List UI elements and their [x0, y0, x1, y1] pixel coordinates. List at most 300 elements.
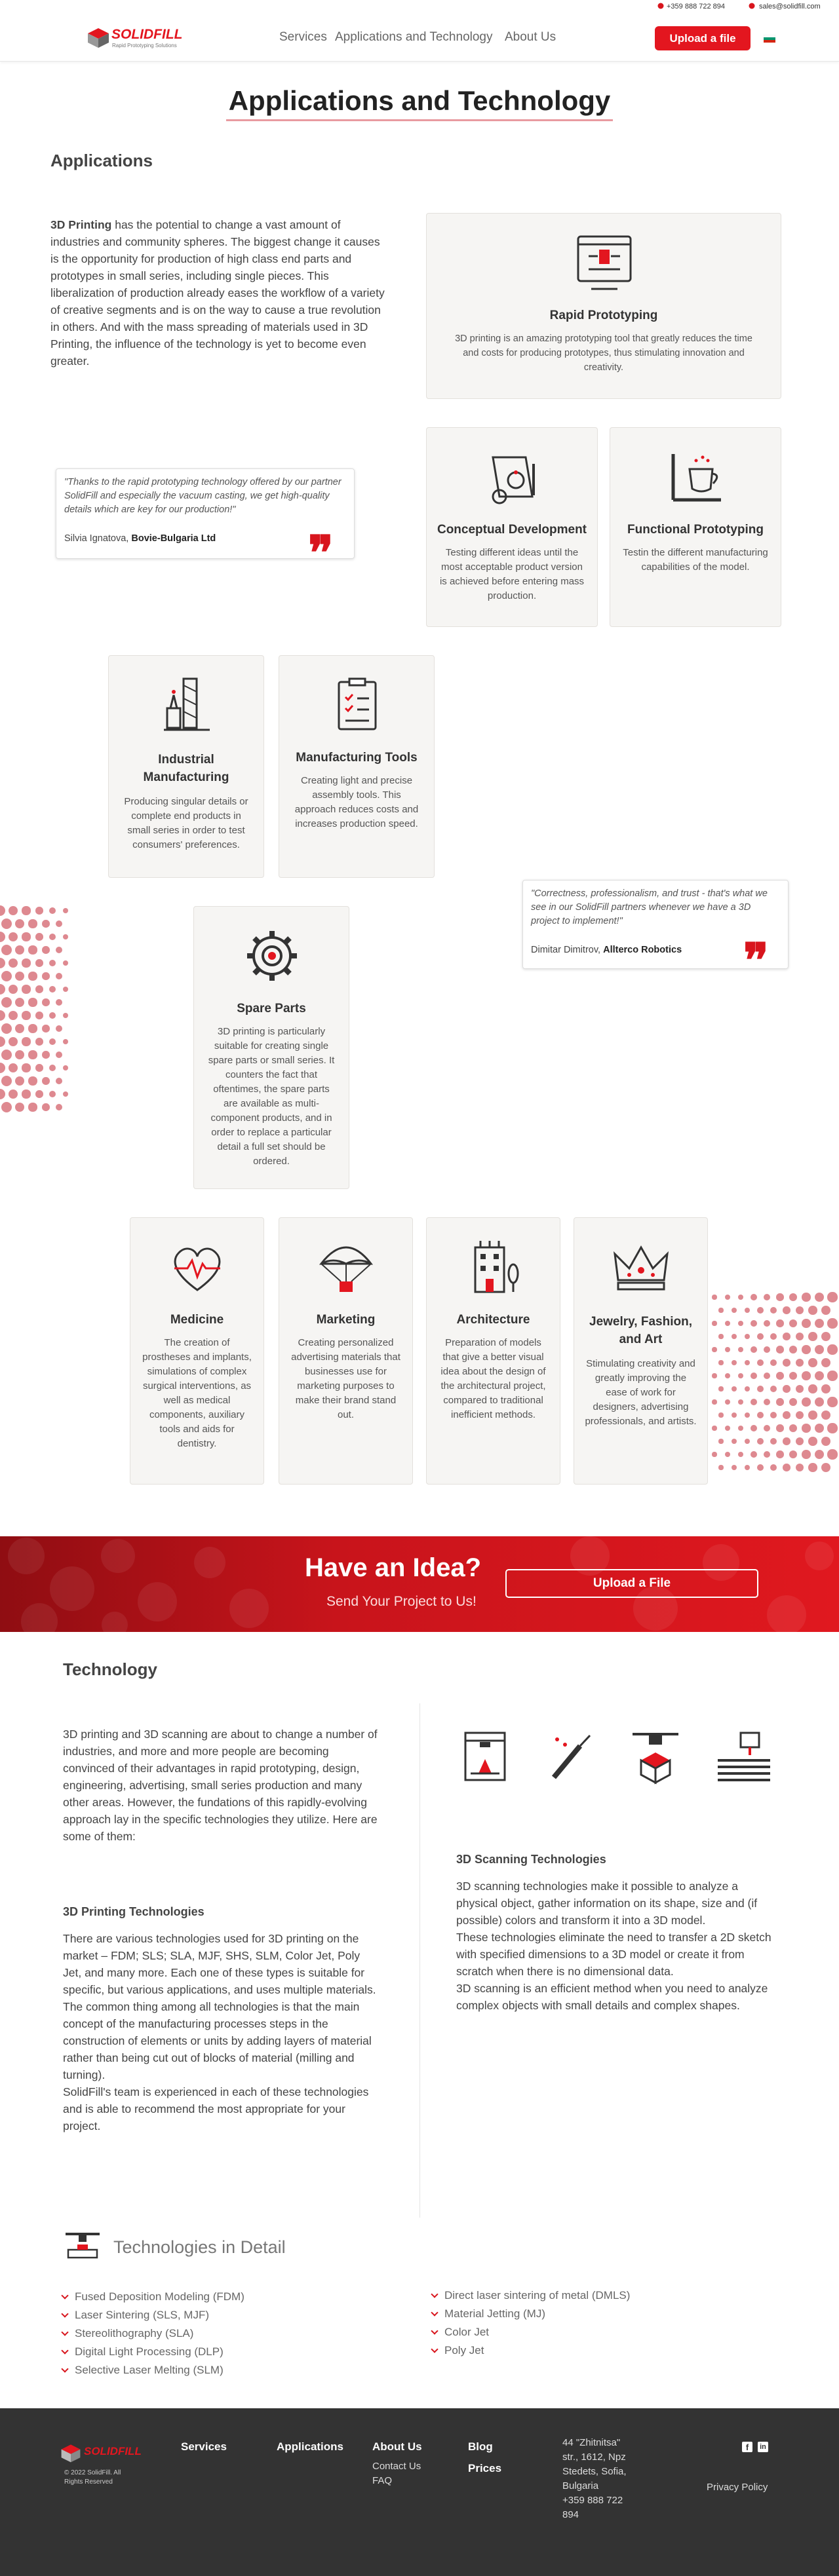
decorative-dot [796, 1385, 804, 1393]
parachute-gift-icon [313, 1234, 379, 1300]
decorative-dot [22, 1089, 30, 1098]
decorative-dot [725, 1347, 730, 1352]
decorative-dot [764, 1451, 771, 1458]
decorative-dot [815, 1397, 824, 1407]
intro-text: has the potential to change a vast amount of industries and community spheres. The biggest change it causes is the opportunity for production of high class end parts and prototypes in small series, including single pieces. This liberalization of production already eases the workflow of a variety of creative segments and is on the way to cause a true revolution in others. And with the mass spreading of materials used in 3D Printing, the influence of the technology is yet to become even greater. [50, 218, 385, 368]
decorative-dot [776, 1319, 784, 1327]
decorative-dot [738, 1426, 744, 1431]
testimonial-quote-2 [522, 880, 789, 988]
decorative-dot [751, 1294, 757, 1300]
decorative-dot [712, 1321, 716, 1325]
decorative-dot [42, 946, 50, 954]
decorative-dot [757, 1438, 764, 1445]
list-item[interactable]: Material Jetting (MJ) [430, 2305, 745, 2323]
decorative-dot [63, 1091, 69, 1097]
decorative-dot [738, 1399, 744, 1405]
card-desc: Stimulating creativity and greatly improving the ease of work for designers, advertising professionals, and artists. [585, 1358, 697, 1427]
decorative-dot [751, 1399, 757, 1405]
decorative-dot [827, 1449, 837, 1459]
card-conceptual-development[interactable] [426, 427, 598, 627]
decorative-dot [42, 1051, 50, 1059]
decorative-dot [63, 908, 69, 914]
decorative-dot [745, 1412, 751, 1418]
decorative-dot [738, 1347, 744, 1353]
decorative-dot [56, 947, 62, 953]
decorative-dot [789, 1372, 797, 1380]
footer-faq[interactable]: FAQ [372, 2475, 393, 2486]
decorative-dot [56, 1104, 62, 1110]
logo-tagline: Rapid Prototyping Solutions [112, 43, 177, 48]
decorative-dot [770, 1412, 777, 1419]
facebook-icon[interactable]: f [742, 2442, 752, 2452]
decorative-dot [712, 1373, 716, 1378]
decorative-dots-right [714, 1297, 839, 1487]
logo-icon [85, 24, 111, 50]
top-email[interactable]: sales@solidfill.com [759, 3, 821, 10]
decorative-dot [9, 932, 18, 942]
card-title: Functional Prototyping [627, 523, 764, 537]
decorative-dot [745, 1465, 751, 1471]
decorative-dot [35, 985, 43, 993]
decorative-dot [738, 1373, 744, 1379]
decorative-dot [712, 1426, 716, 1430]
card-title: Rapid Prototyping [549, 309, 658, 322]
decorative-dot [15, 1076, 25, 1086]
card-title: Medicine [170, 1313, 224, 1327]
decorative-dot [0, 1010, 5, 1021]
header-upload-button[interactable]: Upload a file [655, 26, 751, 50]
decorative-dot [1, 997, 12, 1008]
decorative-dot [764, 1425, 771, 1432]
decorative-dot [802, 1450, 810, 1458]
decorative-dot [815, 1319, 824, 1328]
decorative-dot [718, 1465, 723, 1469]
decorative-dot [757, 1307, 764, 1314]
card-desc: Creating personalized advertising materials that businesses use for marketing purposes to make their brand stand out. [291, 1337, 400, 1420]
decorative-dot [783, 1306, 790, 1314]
top-phone[interactable]: +359 888 722 894 [667, 3, 726, 10]
logo[interactable] [85, 24, 184, 52]
decorative-dot [1, 919, 12, 929]
scanning-p1: 3D scanning technologies make it possible to analyze a physical object, gather information on its shape, size and (if possible) colors and transform it into a 3D model. [456, 1880, 758, 1927]
footer-copyright: © 2022 SolidFill. All Rights Reserved [64, 2469, 121, 2486]
decorative-dot [56, 1025, 62, 1032]
applications-intro [50, 216, 385, 369]
decorative-dot [28, 1050, 37, 1059]
card-functional-prototyping[interactable] [610, 427, 781, 627]
decorative-dot [712, 1452, 716, 1456]
decorative-dot [821, 1437, 830, 1446]
decorative-dot [42, 1103, 50, 1111]
decorative-dot [1, 945, 12, 955]
scanning-p3: 3D scanning is an efficient method when you need to analyze complex objects with small details and complex shapes. [456, 1982, 768, 2012]
card-title: Jewelry, Fashion, and Art [589, 1315, 692, 1346]
decorative-dot [802, 1424, 810, 1432]
decorative-dot [35, 1038, 43, 1046]
logo-text: SOLIDFILL [111, 27, 183, 42]
card-desc: 3D printing is an amazing prototyping tool that greatly reduces the time and costs for producing prototypes, thus stimulating innovation and creativity. [455, 333, 752, 373]
decorative-dot [732, 1465, 737, 1470]
decorative-dot [764, 1373, 771, 1380]
decorative-dot [0, 984, 5, 994]
decorative-dot [783, 1437, 790, 1445]
top-bar [0, 0, 839, 14]
decorative-dot [815, 1293, 824, 1302]
decorative-dot [776, 1398, 784, 1406]
decorative-dot [0, 1089, 5, 1099]
card-desc: Creating light and precise assembly tools. This approach reduces costs and increases production speed. [294, 775, 419, 829]
printing-p3: SolidFill's team is experienced in each of these technologies and is able to recommend the most appropriate for your project. [63, 2085, 369, 2132]
decorative-dot [789, 1450, 797, 1458]
decorative-dot [751, 1320, 757, 1327]
decorative-dot [9, 1089, 18, 1099]
decorative-dot [15, 998, 25, 1008]
quote-text: "Correctness, professionalism, and trust - that's what we see in our SolidFill partners whenever we have a 3D project to implement!" [531, 888, 768, 926]
card-rapid-prototyping[interactable] [426, 213, 781, 399]
footer-services[interactable]: Services [181, 2440, 227, 2453]
decorative-dot [9, 985, 18, 994]
decorative-dot [725, 1426, 730, 1431]
decorative-dot [15, 1103, 25, 1112]
mail-icon [749, 3, 755, 11]
tech-list-right [430, 2286, 745, 2360]
footer-privacy[interactable]: Privacy Policy [707, 2482, 768, 2493]
decorative-dot [738, 1295, 744, 1300]
printing-p1: There are various technologies used for 3D printing on the market – FDM; SLS; SLA, MJF, SHS, SLM, Color Jet, Poly Jet, and many more. Each one of these types is suitable for specific, but various applications, and uses multiple materials. [63, 1932, 376, 1996]
list-item[interactable]: Direct laser sintering of metal (DMLS) [430, 2286, 745, 2305]
decorative-dot [725, 1373, 730, 1378]
decorative-dot [22, 1063, 30, 1072]
decorative-dot [745, 1334, 751, 1340]
decorative-dot [796, 1437, 804, 1445]
decorative-dot [718, 1412, 723, 1417]
decorative-dot [63, 987, 69, 993]
footer-prices[interactable]: Prices [468, 2462, 502, 2474]
gear-icon [239, 923, 305, 989]
decorative-dot [738, 1321, 744, 1327]
decorative-dot [796, 1306, 804, 1314]
machine-icon [63, 2229, 102, 2262]
card-architecture[interactable] [426, 1217, 560, 1485]
decorative-dot [770, 1333, 777, 1340]
decorative-dot [35, 1090, 43, 1098]
decorative-dot [764, 1399, 771, 1406]
decorative-dot [808, 1411, 817, 1419]
decorative-dot [776, 1293, 784, 1301]
decorative-dot [745, 1439, 751, 1445]
decorative-dot [22, 906, 30, 915]
card-manufacturing-tools[interactable] [279, 655, 435, 878]
card-desc: Preparation of models that give a better visual idea about the design of the architectural project, compared to traditional inefficient methods. [440, 1337, 546, 1420]
decorative-dot [770, 1438, 777, 1445]
footer-contact[interactable]: Contact Us [372, 2461, 421, 2472]
decorative-dot [808, 1358, 817, 1367]
decorative-dot [789, 1398, 797, 1406]
decorative-dot [718, 1360, 723, 1365]
list-item[interactable]: Stereolithography (SLA) [60, 2324, 375, 2343]
decorative-dot [49, 1038, 56, 1045]
card-jewelry[interactable] [574, 1217, 708, 1485]
applications-heading: Applications [50, 151, 153, 170]
clipboard-icon [324, 672, 390, 738]
decorative-dot [22, 985, 30, 993]
decorative-dot [42, 972, 50, 980]
card-title: Manufacturing Tools [296, 751, 418, 765]
decorative-dot [827, 1344, 837, 1354]
decorative-dot [770, 1386, 777, 1393]
decorative-dots-left [0, 911, 72, 1127]
decorative-dot [827, 1371, 837, 1380]
footer-address: 44 "Zhitnitsa" str., 1612, Npz Stedets, Sofia, Bulgaria [562, 2437, 627, 2491]
decorative-dot [815, 1345, 824, 1354]
decorative-dot [751, 1451, 757, 1458]
decorative-dot [808, 1306, 817, 1314]
nav-applications[interactable]: Applications and Technology [335, 30, 493, 44]
decorative-dot [815, 1424, 824, 1433]
card-spare-parts[interactable] [193, 906, 349, 1189]
bulgaria-flag-icon[interactable] [764, 34, 775, 42]
decorative-dot [9, 958, 18, 968]
heart-pulse-icon [165, 1234, 230, 1300]
technology-heading: Technology [63, 1659, 157, 1679]
card-desc: Testing different ideas until the most acceptable product version is achieved before entering mass production. [439, 547, 585, 601]
3d-pen-icon [544, 1726, 596, 1785]
footer-logo[interactable] [59, 2441, 151, 2465]
decorative-dot [796, 1464, 804, 1471]
main-navbar [0, 14, 839, 62]
scanning-body [456, 1878, 777, 2014]
list-item[interactable]: Poly Jet [430, 2341, 745, 2360]
card-title: Architecture [456, 1313, 530, 1327]
decorative-dot [28, 1024, 37, 1032]
decorative-dot [776, 1450, 784, 1458]
printer-head-cube-icon [629, 1726, 682, 1785]
quote-author: Dimitar Dimitrov, Allterco Robotics [531, 945, 682, 955]
quote-text: "Thanks to the rapid prototyping technology offered by our partner SolidFill and especially the vacuum casting, we get high-quality details which are key for our production!" [64, 477, 341, 515]
decorative-dot [776, 1372, 784, 1380]
crown-icon [608, 1234, 674, 1300]
list-item[interactable]: Fused Deposition Modeling (FDM) [60, 2288, 375, 2306]
decorative-dot [63, 960, 69, 966]
card-marketing[interactable] [279, 1217, 413, 1485]
decorative-dot [821, 1384, 830, 1393]
decorative-dot [56, 973, 62, 979]
card-desc: The creation of prostheses and implants, simulations of complex surgical interventions, as well as medical components, auxiliary tools and aids for dentistry. [142, 1337, 252, 1449]
decorative-dot [49, 934, 56, 940]
decorative-dot [802, 1319, 810, 1327]
decorative-dot [712, 1295, 716, 1299]
list-item[interactable]: Color Jet [430, 2323, 745, 2341]
decorative-dot [56, 1051, 62, 1058]
banner-upload-button[interactable]: Upload a File [505, 1569, 758, 1598]
decorative-dot [821, 1411, 830, 1420]
page-title: Applications and Technology [228, 85, 611, 116]
decorative-dot [783, 1385, 790, 1393]
decorative-dot [15, 945, 25, 955]
sketch-paper-icon [480, 444, 545, 510]
decorative-dot [757, 1386, 764, 1392]
decorative-dot [63, 1039, 69, 1045]
decorative-dot [802, 1345, 810, 1354]
decorative-dot [757, 1359, 764, 1366]
logo-icon [59, 2441, 83, 2465]
testimonial-quote-1 [56, 468, 355, 580]
footer-blog[interactable]: Blog [468, 2440, 493, 2453]
building-icon [461, 1234, 526, 1300]
decorative-dot [789, 1319, 797, 1327]
decorative-dot [35, 1012, 43, 1019]
banner-title: Have an Idea? [305, 1553, 482, 1582]
card-medicine[interactable] [130, 1217, 264, 1485]
decorative-dot [0, 1063, 5, 1073]
quote-mark-icon: ❞ [308, 525, 334, 580]
scanning-p2: These technologies eliminate the need to transfer a 2D sketch with specified dimensions to a 3D model or create it from scratch when there is no dimensional data. [456, 1931, 771, 1978]
nav-about[interactable]: About Us [505, 30, 556, 44]
decorative-dot [764, 1294, 771, 1301]
decorative-dot [56, 920, 62, 927]
decorative-dot [770, 1359, 777, 1367]
decorative-dot [28, 945, 37, 954]
decorative-dot [757, 1412, 764, 1418]
title-underline [226, 119, 613, 121]
decorative-dot [732, 1439, 737, 1444]
quote-company: Bovie-Bulgaria Ltd [131, 533, 216, 544]
decorative-dot [725, 1399, 730, 1405]
decorative-dot [1, 1076, 12, 1086]
decorative-dot [49, 1012, 56, 1019]
decorative-dot [757, 1464, 764, 1471]
decorative-dot [28, 998, 37, 1006]
decorative-dot [751, 1346, 757, 1353]
decorative-dot [751, 1425, 757, 1431]
decorative-dot [808, 1332, 817, 1340]
decorative-dot [745, 1360, 751, 1366]
decorative-dot [789, 1346, 797, 1354]
decorative-dot [718, 1386, 723, 1391]
decorative-dot [0, 958, 5, 968]
banner-subtitle: Send Your Project to Us! [326, 1594, 477, 1609]
decorative-dot [827, 1292, 837, 1302]
decorative-dot [49, 1091, 56, 1097]
decorative-dot [738, 1452, 744, 1458]
card-industrial-manufacturing[interactable] [108, 655, 264, 878]
decorative-dot [49, 986, 56, 993]
decorative-dot [9, 1063, 18, 1073]
decorative-dot [712, 1347, 716, 1352]
technology-intro: 3D printing and 3D scanning are about to change a number of industries, and more and more people are becoming convinced of their advantages in rapid prototyping, design, engineering, advertising, small series production and many other areas. However, the fundations of this rapidly-evolving approach lay in the specific technologies they utilize. Here are some of them: [63, 1728, 378, 1843]
decorative-dot [15, 972, 25, 981]
decorative-dot [15, 919, 25, 929]
card-desc: 3D printing is particularly suitable for creating single spare parts or small series. It counters the fact that oftentimes, the spare parts are available as multi-component products, and in order to replace a particular detail a full set should be ordered. [208, 1026, 335, 1167]
card-desc: Testin the different manufacturing capabilities of the model. [623, 547, 768, 573]
list-item[interactable]: Selective Laser Melting (SLM) [60, 2361, 375, 2379]
card-title: Industrial Manufacturing [143, 753, 229, 784]
decorative-dot [789, 1293, 797, 1301]
footer [0, 2408, 839, 2576]
decorative-dot [764, 1346, 771, 1354]
decorative-dot [35, 959, 43, 967]
decorative-dot [764, 1320, 771, 1327]
decorative-dot [776, 1346, 784, 1354]
decorative-dot [0, 932, 5, 942]
decorative-dot [49, 960, 56, 966]
list-item[interactable]: Digital Light Processing (DLP) [60, 2343, 375, 2361]
cta-banner [0, 1536, 839, 1632]
decorative-dot [725, 1452, 730, 1457]
decorative-dot [783, 1333, 790, 1340]
decorative-dot [732, 1412, 737, 1418]
decorative-dot [783, 1359, 790, 1367]
decorative-dot [783, 1464, 790, 1471]
decorative-dot [15, 1024, 25, 1034]
decorative-dot [802, 1371, 810, 1380]
decorative-dot [28, 1076, 37, 1085]
decorative-dot [732, 1334, 737, 1339]
decorative-dot [56, 1078, 62, 1084]
decorative-dot [725, 1321, 730, 1326]
decorative-dot [745, 1386, 751, 1392]
decorative-dot [9, 1037, 18, 1047]
decorative-dot [732, 1308, 737, 1313]
decorative-dot [42, 998, 50, 1006]
quote-author: Silvia Ignatova, Bovie-Bulgaria Ltd [64, 533, 216, 544]
footer-about[interactable]: About Us [372, 2440, 422, 2453]
decorative-dot [718, 1439, 723, 1443]
decorative-dot [56, 999, 62, 1006]
decorative-dot [0, 1036, 5, 1047]
quote-mark-icon: ❞ [743, 932, 769, 988]
decorative-dot [42, 920, 50, 928]
linkedin-icon[interactable]: in [758, 2442, 768, 2452]
footer-applications[interactable]: Applications [277, 2440, 344, 2453]
decorative-dot [796, 1411, 804, 1419]
decorative-dot [808, 1463, 817, 1471]
decorative-dot [22, 932, 30, 941]
logo-text: SOLIDFILL [84, 2445, 142, 2457]
decorative-dot [815, 1450, 824, 1459]
decorative-dot [802, 1293, 810, 1301]
factory-crane-icon [154, 672, 220, 738]
decorative-dot [732, 1360, 737, 1365]
decorative-dot [1, 1023, 12, 1034]
decorative-dot [821, 1306, 830, 1315]
decorative-dot [49, 1065, 56, 1071]
decorative-dot [808, 1384, 817, 1393]
decorative-dot [725, 1295, 730, 1300]
decorative-dot [783, 1411, 790, 1419]
decorative-dot [712, 1399, 716, 1404]
decorative-dot [42, 1077, 50, 1085]
nav-services[interactable]: Services [279, 30, 327, 44]
decorative-dot [28, 1103, 37, 1111]
card-title: Spare Parts [237, 1002, 306, 1015]
decorative-dot [28, 972, 37, 980]
footer-phone[interactable]: +359 888 722 894 [562, 2495, 623, 2520]
decorative-dot [35, 1064, 43, 1072]
decorative-dot [827, 1397, 837, 1407]
decorative-dot [1, 971, 12, 981]
decorative-dot [776, 1424, 784, 1432]
decorative-dot [821, 1463, 830, 1472]
decorative-dot [770, 1464, 777, 1471]
decorative-dot [770, 1307, 777, 1314]
phone-icon [657, 3, 664, 11]
decorative-dot [22, 1011, 30, 1019]
list-item[interactable]: Laser Sintering (SLS, MJF) [60, 2306, 375, 2324]
decorative-dot [821, 1358, 830, 1367]
decorative-dot [9, 906, 18, 916]
card-desc: Producing singular details or complete end products in small series in order to test consumers' preferences. [124, 796, 248, 850]
